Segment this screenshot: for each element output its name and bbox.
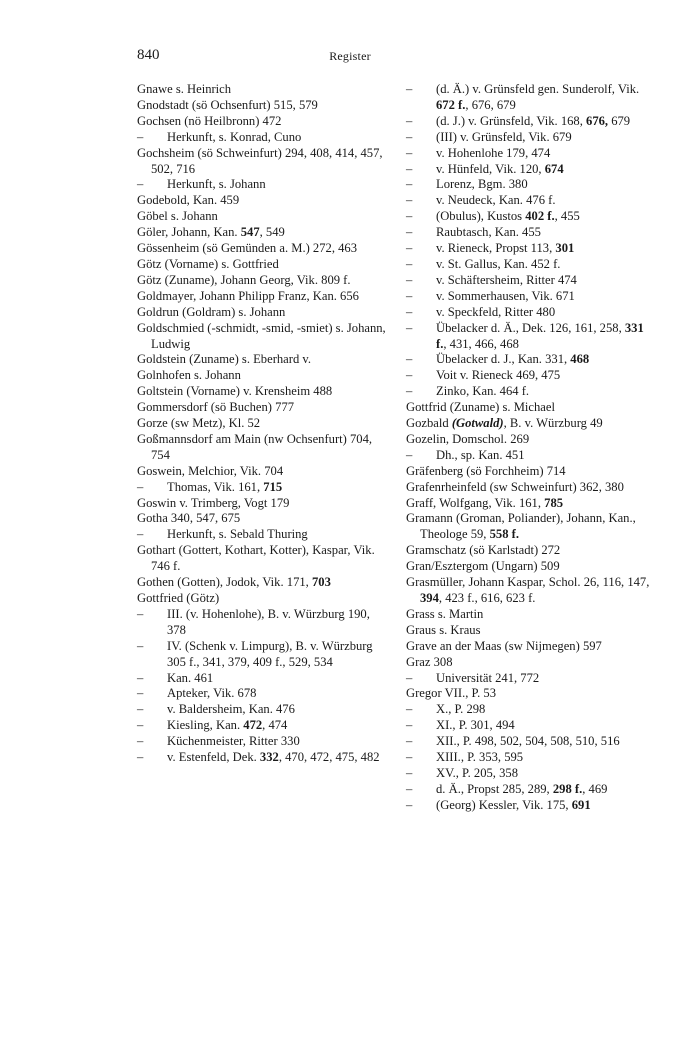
entry-text: IV. (Schenk v. Limpurg), B. v. Würzburg 305 f., 341, 379, 409 f., 529, 534 [167, 638, 373, 669]
entry-text: Göler, Johann, Kan. [137, 225, 241, 240]
index-entry [137, 321, 387, 353]
index-subentry [406, 82, 656, 114]
entry-text: Grasmüller, Johann Kaspar, Schol. 26, 116, 147, [406, 575, 650, 590]
entry-text: Goßmannsdorf am Main (nw Ochsenfurt) 704, 754 [137, 431, 373, 462]
index-subentry [406, 177, 656, 193]
entry-text: , B. v. Würzburg 49 [503, 416, 603, 431]
subentry-dash: – [137, 527, 144, 542]
entry-text: , 470, 472, 475, 482 [278, 750, 380, 765]
subentry-dash: – [137, 734, 144, 749]
entry-text: (Georg) Kessler, Vik. 175, [436, 797, 572, 812]
entry-text: Thomas, Vik. 161, [167, 479, 264, 494]
entry-text: Gochsen (nö Heilbronn) 472 [137, 113, 282, 128]
index-entry [137, 146, 387, 178]
subentry-dash: – [137, 718, 144, 733]
entry-text: v. Rieneck, Propst 113, [436, 241, 556, 256]
entry-text: v. Hünfeld, Vik. 120, [436, 161, 545, 176]
subentry-dash: – [406, 209, 413, 224]
entry-text: Gran/Esztergom (Ungarn) 509 [406, 559, 560, 574]
index-subentry [137, 671, 387, 687]
index-subentry [406, 225, 656, 241]
subentry-dash: – [137, 638, 144, 653]
entry-text: Goswin v. Trimberg, Vogt 179 [137, 495, 290, 510]
index-subentry [406, 782, 656, 798]
subentry-dash: – [137, 670, 144, 685]
index-entry [137, 98, 387, 114]
index-subentry [406, 162, 656, 178]
entry-text: Gorze (sw Metz), Kl. 52 [137, 416, 261, 431]
subentry-dash: – [137, 686, 144, 701]
entry-text: Grave an der Maas (sw Nijmegen) 597 [406, 638, 602, 653]
entry-text: Golnhofen s. Johann [137, 368, 241, 383]
entry-bold-reference: 672 f. [436, 97, 466, 112]
index-entry [137, 384, 387, 400]
entry-text: , 455 [554, 209, 580, 224]
index-subentry [406, 352, 656, 368]
index-subentry [406, 241, 656, 257]
index-entry [137, 257, 387, 273]
subentry-dash: – [406, 177, 413, 192]
entry-text: Godebold, Kan. 459 [137, 193, 240, 208]
subentry-dash: – [406, 193, 413, 208]
entry-bold-reference: 674 [544, 161, 564, 176]
subentry-dash: – [406, 129, 413, 144]
index-entry [406, 496, 656, 512]
index-subentry [406, 384, 656, 400]
index-entry [137, 464, 387, 480]
subentry-dash: – [406, 797, 413, 812]
index-entry [137, 241, 387, 257]
index-subentry [406, 798, 656, 814]
index-entry [137, 496, 387, 512]
index-entry [137, 305, 387, 321]
entry-bold-reference: 298 f. [552, 781, 583, 796]
index-subentry [137, 130, 387, 146]
entry-text: Gottfrid (Zuname) s. Michael [406, 400, 555, 415]
entry-text: , 676, 679 [465, 97, 516, 112]
entry-text: Graff, Wolfgang, Vik. 161, [406, 495, 545, 510]
index-entry [137, 416, 387, 432]
index-subentry [406, 114, 656, 130]
entry-text: Götz (Vorname) s. Gottfried [137, 256, 279, 271]
index-entry [137, 368, 387, 384]
entry-text: Grass s. Martin [406, 606, 484, 621]
entry-text: (III) v. Grünsfeld, Vik. 679 [436, 129, 572, 144]
index-entry [406, 575, 656, 607]
index-entry [137, 82, 387, 98]
index-subentry [137, 734, 387, 750]
index-subentry [406, 209, 656, 225]
subentry-dash: – [137, 606, 144, 621]
entry-text: X., P. 298 [436, 702, 486, 717]
index-subentry [137, 702, 387, 718]
entry-text: Grafenrheinfeld (sw Schweinfurt) 362, 380 [406, 479, 624, 494]
subentry-dash: – [406, 241, 413, 256]
entry-text: , 474 [262, 718, 288, 733]
entry-text: v. Baldersheim, Kan. 476 [167, 702, 295, 717]
subentry-dash: – [406, 447, 413, 462]
index-subentry [406, 702, 656, 718]
subentry-dash: – [406, 702, 413, 717]
index-subentry [406, 305, 656, 321]
page-number: 840 [137, 47, 160, 63]
index-entry [406, 400, 656, 416]
entry-text: Gothart (Gottert, Kothart, Kotter), Kaspar, Vik. 746 f. [137, 543, 375, 574]
entry-text: , 431, 466, 468 [443, 336, 519, 351]
entry-text: Herkunft, s. Konrad, Cuno [167, 129, 302, 144]
index-entry [406, 543, 656, 559]
entry-text: Übelacker d. Ä., Dek. 126, 161, 258, [436, 320, 625, 335]
entry-text: Goldstein (Zuname) s. Eberhard v. [137, 352, 312, 367]
entry-text: Gramschatz (sö Karlstadt) 272 [406, 543, 561, 558]
entry-text: , 423 f., 616, 623 f. [438, 591, 536, 605]
subentry-dash: – [406, 781, 413, 796]
entry-text: Gottfried (Götz) [137, 591, 220, 605]
index-subentry [406, 289, 656, 305]
subentry-dash: – [406, 288, 413, 303]
entry-text: Graz 308 [406, 654, 453, 669]
index-column-left [137, 82, 387, 766]
subentry-dash: – [406, 113, 413, 128]
subentry-dash: – [406, 304, 413, 319]
entry-bold-reference: 402 f. [525, 209, 555, 224]
entry-bold-reference: 691 [571, 797, 591, 812]
index-entry [137, 193, 387, 209]
index-subentry [137, 607, 387, 639]
index-column-right [406, 82, 656, 814]
subentry-dash: – [406, 750, 413, 765]
entry-text: III. (v. Hohenlohe), B. v. Würzburg 190, 378 [167, 606, 370, 637]
index-entry [137, 432, 387, 464]
entry-text: XII., P. 498, 502, 504, 508, 510, 516 [436, 734, 620, 749]
index-subentry [137, 177, 387, 193]
entry-text: Gregor VII., P. 53 [406, 686, 497, 701]
entry-text: Apteker, Vik. 678 [167, 686, 257, 701]
index-subentry [406, 321, 656, 353]
index-entry [406, 464, 656, 480]
entry-text: Übelacker d. J., Kan. 331, [436, 352, 571, 367]
entry-bold-reference: 715 [263, 479, 283, 494]
entry-text: v. St. Gallus, Kan. 452 f. [436, 256, 561, 271]
entry-text: (d. Ä.) v. Grünsfeld gen. Sunderolf, Vik. [436, 82, 640, 96]
entry-text: v. Speckfeld, Ritter 480 [436, 304, 556, 319]
entry-text: 679 [608, 113, 631, 128]
entry-text: Götz (Zuname), Johann Georg, Vik. 809 f. [137, 272, 351, 287]
index-subentry [406, 750, 656, 766]
index-entry [137, 273, 387, 289]
entry-text: Gozelin, Domschol. 269 [406, 431, 530, 446]
index-subentry [406, 146, 656, 162]
index-entry [406, 416, 656, 432]
entry-text: v. Estenfeld, Dek. [167, 750, 260, 765]
entry-text: XIII., P. 353, 595 [436, 750, 524, 765]
index-subentry [406, 766, 656, 782]
entry-text: Goltstein (Vorname) v. Krensheim 488 [137, 384, 333, 399]
index-subentry [406, 257, 656, 273]
index-entry [137, 352, 387, 368]
subentry-dash: – [406, 734, 413, 749]
index-subentry [137, 686, 387, 702]
subentry-dash: – [406, 225, 413, 240]
entry-text: Gothen (Gotten), Jodok, Vik. 171, [137, 575, 312, 590]
index-subentry [406, 273, 656, 289]
entry-text: XV., P. 205, 358 [436, 765, 518, 780]
index-entry [406, 480, 656, 496]
index-subentry [137, 718, 387, 734]
entry-text: Dh., sp. Kan. 451 [436, 447, 525, 462]
subentry-dash: – [406, 765, 413, 780]
index-subentry [137, 750, 387, 766]
entry-text: Gnodstadt (sö Ochsenfurt) 515, 579 [137, 97, 318, 112]
index-entry [137, 400, 387, 416]
subentry-dash: – [406, 384, 413, 399]
entry-bold-reference: 332 [259, 750, 279, 765]
subentry-dash: – [406, 272, 413, 287]
entry-text: d. Ä., Propst 285, 289, [436, 781, 553, 796]
entry-text: Universität 241, 772 [436, 670, 540, 685]
entry-text: Gochsheim (sö Schweinfurt) 294, 408, 414, 457, 502, 716 [137, 145, 383, 176]
running-head: Register [329, 49, 371, 63]
entry-bold-reference: (Gotwald) [451, 416, 504, 431]
index-subentry [406, 193, 656, 209]
entry-text: Gössenheim (sö Gemünden a. M.) 272, 463 [137, 241, 358, 256]
subentry-dash: – [406, 368, 413, 383]
index-subentry [406, 734, 656, 750]
entry-text: XI., P. 301, 494 [436, 718, 515, 733]
index-entry [406, 655, 656, 671]
entry-text: (d. J.) v. Grünsfeld, Vik. 168, [436, 113, 587, 128]
subentry-dash: – [137, 177, 144, 192]
entry-text: Goldmayer, Johann Philipp Franz, Kan. 656 [137, 288, 359, 303]
index-subentry [137, 480, 387, 496]
index-entry [137, 543, 387, 575]
entry-text: (Obulus), Kustos [436, 209, 526, 224]
index-subentry [137, 639, 387, 671]
subentry-dash: – [406, 161, 413, 176]
entry-text: v. Hohenlohe 179, 474 [436, 145, 551, 160]
entry-text: Küchenmeister, Ritter 330 [167, 734, 300, 749]
entry-text: Herkunft, s. Johann [167, 177, 266, 192]
index-entry [137, 289, 387, 305]
subentry-dash: – [406, 256, 413, 271]
index-subentry [406, 130, 656, 146]
index-entry [406, 559, 656, 575]
subentry-dash: – [406, 718, 413, 733]
index-subentry [406, 671, 656, 687]
index-entry [406, 623, 656, 639]
entry-text: Göbel s. Johann [137, 209, 218, 224]
subentry-dash: – [406, 352, 413, 367]
index-entry [137, 114, 387, 130]
subentry-dash: – [137, 129, 144, 144]
subentry-dash: – [406, 145, 413, 160]
index-subentry [406, 368, 656, 384]
entry-text: Kan. 461 [167, 670, 214, 685]
subentry-dash: – [137, 479, 144, 494]
entry-bold-reference: 301 [555, 241, 575, 256]
entry-bold-reference: 468 [570, 352, 590, 367]
entry-text: v. Sommerhausen, Vik. 671 [436, 288, 575, 303]
index-entry [406, 511, 656, 543]
index-entry [137, 575, 387, 591]
entry-text: Lorenz, Bgm. 380 [436, 177, 528, 192]
entry-bold-reference: 785 [544, 495, 564, 510]
entry-bold-reference: 703 [311, 575, 331, 590]
entry-bold-reference: 547 [240, 225, 260, 240]
subentry-dash: – [137, 750, 144, 765]
index-entry [137, 209, 387, 225]
entry-text: Gommersdorf (sö Buchen) 777 [137, 400, 295, 415]
index-entry [406, 432, 656, 448]
entry-text: Goswein, Melchior, Vik. 704 [137, 463, 284, 478]
entry-bold-reference: 558 f. [489, 527, 519, 542]
index-subentry [137, 527, 387, 543]
entry-text: Raubtasch, Kan. 455 [436, 225, 541, 240]
entry-text: Voit v. Rieneck 469, 475 [436, 368, 561, 383]
index-entry [406, 686, 656, 702]
index-subentry [406, 718, 656, 734]
index-entry [137, 225, 387, 241]
subentry-dash: – [406, 320, 413, 335]
index-subentry [406, 448, 656, 464]
subentry-dash: – [137, 702, 144, 717]
entry-text: Gräfenberg (sö Forchheim) 714 [406, 463, 566, 478]
entry-text: Herkunft, s. Sebald Thuring [167, 527, 308, 542]
entry-text: Graus s. Kraus [406, 622, 481, 637]
index-entry [137, 511, 387, 527]
entry-text: Kiesling, Kan. [167, 718, 244, 733]
entry-bold-reference: 394 [420, 591, 439, 605]
entry-bold-reference: 676, [586, 113, 609, 128]
subentry-dash: – [406, 82, 413, 96]
entry-text: , 469 [582, 781, 608, 796]
entry-text: , 549 [259, 225, 285, 240]
index-entry [406, 607, 656, 623]
subentry-dash: – [406, 670, 413, 685]
entry-text: Goldschmied (-schmidt, -smid, -smiet) s. Johann, Ludwig [137, 320, 386, 351]
entry-text: Goldrun (Goldram) s. Johann [137, 304, 286, 319]
entry-text: Gozbald [406, 416, 452, 431]
index-entry [137, 591, 387, 607]
entry-text: v. Schäftersheim, Ritter 474 [436, 272, 577, 287]
entry-bold-reference: 331 f. [436, 320, 644, 351]
entry-text: Zinko, Kan. 464 f. [436, 384, 530, 399]
entry-bold-reference: 472 [243, 718, 263, 733]
entry-text: Gotha 340, 547, 675 [137, 511, 241, 526]
entry-text: Gramann (Groman, Poliander), Johann, Kan., Theologe 59, [406, 511, 636, 542]
entry-text: v. Neudeck, Kan. 476 f. [436, 193, 556, 208]
entry-text: Gnawe s. Heinrich [137, 82, 232, 96]
index-entry [406, 639, 656, 655]
